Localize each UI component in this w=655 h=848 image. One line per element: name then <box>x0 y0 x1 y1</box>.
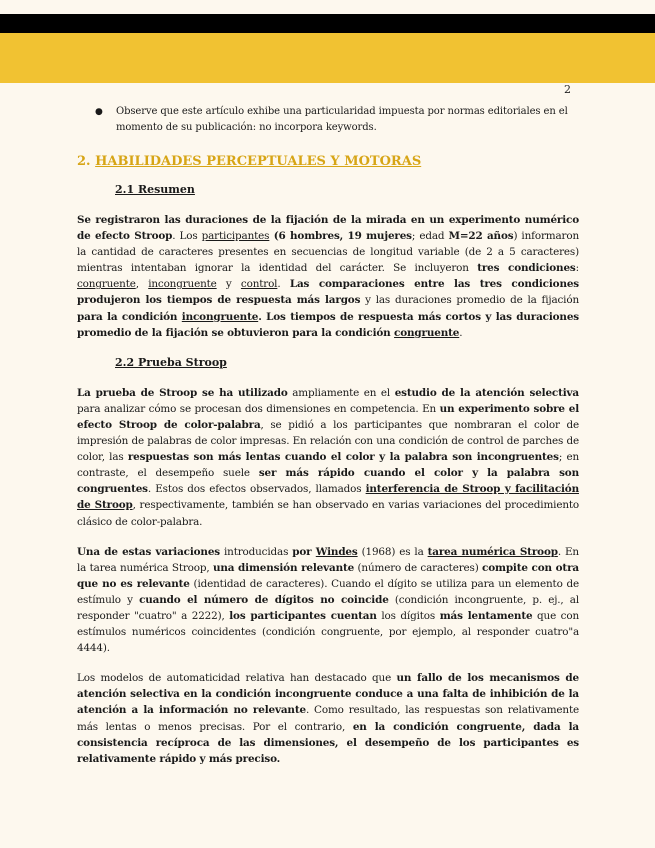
paragraph-stroop-intro: La prueba de Stroop se ha utilizado ampliamente en el estudio de la atención selectiva para analizar cómo se procesan dos dimensiones en competencia. En un experimento sobre el efecto Stroop de color-palabra, se pidió a los participantes que nombraran el color de impresión de palabras de color impresas. En relación con una condición de control de parches de color, las respuestas son más lentas cuando el color y la palabra son incongruentes; en contraste, el desempeño suele ser más rápido cuando el color y la palabra son congruentes. Estos dos efectos observados, llamados interferencia de Stroop y facilitación de Stroop, respectivamente, también se han observado en varias variaciones del procedimiento clásico de color-palabra. <box>77 386 580 528</box>
subsection-heading-stroop: 2.2 Prueba Stroop <box>115 355 227 369</box>
bullet-note <box>95 104 579 136</box>
bullet-note-text: Observe que este artículo exhibe una particularidad impuesta por normas editoriales en el momento de su publicación: no incorpora keywords. <box>116 106 568 133</box>
paragraph-resumen: Se registraron las duraciones de la fijación de la mirada en un experimento numérico de efecto Stroop. Los participantes (6 hombres, 19 mujeres; edad M=22 años) informaron la cantidad de caracteres presentes en secuencias de longitud variable (de 2 a 5 caracteres) mientras intentaban ignorar la identidad del carácter. Se incluyeron tres condiciones: congruente, incongruente y control. Las comparaciones entre las tres condiciones produjeron los tiempos de respuesta más largos y las duraciones promedio de la fijación para la condición incongruente. Los tiempos de respuesta más cortos y las duraciones promedio de la fijación se obtuvieron para la condición congruente. <box>77 214 580 339</box>
header-black-band <box>0 14 655 33</box>
page-number: 2 <box>564 83 571 96</box>
subsection-heading-resumen: 2.1 Resumen <box>115 183 195 196</box>
document-body <box>77 104 579 767</box>
section-number: 2. <box>77 154 91 169</box>
section-title: HABILIDADES PERCEPTUALES Y MOTORAS <box>95 154 422 169</box>
paragraph-automaticity: Los modelos de automaticidad relativa han destacado que un fallo de los mecanismos de atención selectiva en la condición incongruente conduce a una falta de inhibición de la atención a la información no relevante. Como resultado, las respuestas son relativamente más lentas o menos precisas. Por el contrario, en la condición congruente, dada la consistencia recíproca de las dimensiones, el desempeño de los participantes es relativamente rápido y más preciso. <box>77 672 580 765</box>
section-heading <box>77 153 579 171</box>
bullet-icon: ● <box>95 107 103 117</box>
paragraph-numeric-stroop: Una de estas variaciones introducidas por Windes (1968) es la tarea numérica Stroop. En la tarea numérica Stroop, una dimensión relevante (número de caracteres) compite con otra que no es relevante (identidad de caracteres). Cuando el dígito se utiliza para un elemento de estímulo y cuando el número de dígitos no coincide (condición incongruente, p. ej., al responder "cuatro" a 2222), los participantes cuentan los dígitos más lentamente que con estímulos numéricos coincidentes (condición congruente, por ejemplo, al responder cuatro"a 4444). <box>77 545 580 655</box>
top-margin <box>0 0 655 14</box>
header-yellow-band <box>0 33 655 96</box>
